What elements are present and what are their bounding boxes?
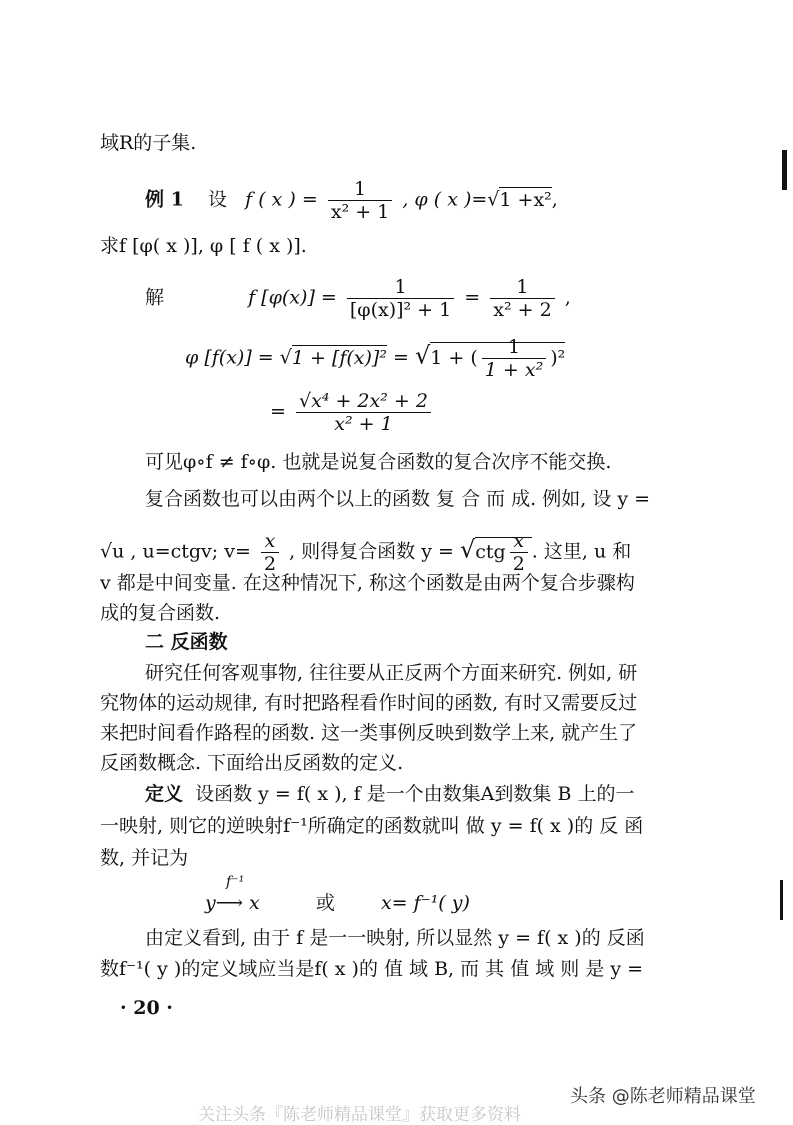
paragraph-line: 复合函数也可以由两个以上的函数 复 合 而 成. 例如, 设 y = [145, 488, 651, 510]
page-number: · 20 · [120, 997, 173, 1019]
example-line [145, 178, 558, 223]
formula-lhs: φ [f(x)] = √ [185, 346, 292, 369]
radicand [475, 530, 532, 575]
fraction [328, 178, 392, 223]
punctuation: , [551, 188, 558, 211]
paragraph-line: 可见φ∘f ≠ f∘φ. 也就是说复合函数的复合次序不能交换. [145, 451, 612, 473]
paragraph-line: 来把时间看作路程的函数. 这一类事例反映到数学上来, 就产生了 [100, 722, 638, 744]
watermark-footer: 关注头条『陈老师精品课堂』获取更多资料 [198, 1105, 521, 1125]
fraction-numerator: √x⁴ + 2x² + 2 [296, 390, 431, 413]
fraction-denominator: 2 [263, 553, 277, 575]
radicand: 1 + [f(x)]² [291, 346, 387, 369]
equals-sign: = [464, 286, 481, 309]
fraction [261, 530, 279, 575]
example-intro: 设 [208, 188, 228, 211]
equals-sign: = [270, 400, 286, 423]
scan-mark [780, 880, 783, 920]
text-line: 域R的子集. [100, 132, 197, 154]
or-word: 或 [315, 892, 335, 914]
fraction-denominator: x² + 1 [330, 201, 390, 223]
fraction-numerator: 1 [328, 178, 392, 201]
solution-line-1 [145, 276, 571, 321]
paragraph-line: 成的复合函数. [100, 602, 221, 624]
paragraph-line: v 都是中间变量. 在这种情况下, 称这个函数是由两个复合步骤构 [100, 572, 635, 594]
paragraph-line: 由定义看到, 由于 f 是一一映射, 所以显然 y = f( x )的 反函 [145, 927, 645, 949]
question-line: 求f [φ( x )], φ [ f ( x )]. [100, 235, 307, 257]
section-heading: 二 反函数 [145, 631, 228, 653]
solution-line-3 [270, 390, 435, 435]
fraction [296, 390, 431, 435]
text-segment: . 这里, u 和 [531, 540, 632, 563]
watermark-source: 头条 @陈老师精品课堂 [570, 1086, 756, 1107]
fraction-numerator: x [510, 530, 528, 553]
fraction-numerator: 1 [490, 276, 554, 299]
equals-sign: = [393, 346, 409, 369]
radicand-text: 1 + ( [430, 346, 478, 369]
paragraph-line: 数f⁻¹( y )的定义域应当是f( x )的 值 域 B, 而 其 值 域 则 是 y = [100, 958, 644, 980]
fraction-denominator: 2 [512, 553, 525, 575]
definition-label: 定义 [145, 783, 184, 805]
definition-text: 设函数 y = f( x ), f 是一个由数集A到数集 B 上的一 [195, 783, 635, 805]
fraction-denominator: x² + 1 [334, 413, 393, 435]
formula-f-lhs: f ( x ) = [245, 188, 318, 211]
text-segment: √u , u=ctgv; v= [100, 540, 251, 563]
fraction [482, 336, 546, 381]
solution-label: 解 [145, 286, 165, 309]
fraction [490, 276, 554, 321]
fraction [510, 530, 528, 575]
radical-sign: √ [459, 535, 476, 564]
radicand [430, 336, 566, 381]
formula-phi-def: , φ ( x )=√ [402, 188, 500, 211]
paragraph-line: 数, 并记为 [100, 847, 189, 869]
radicand-close: )² [550, 346, 566, 369]
paragraph-line: 一映射, 则它的逆映射f⁻¹所确定的函数就叫 做 y = f( x )的 反 函 [100, 815, 644, 837]
radicand-text: ctg [475, 540, 506, 563]
example-label: 例 1 [145, 188, 184, 211]
fraction-numerator: 1 [482, 336, 546, 359]
fraction-denominator: [φ(x)]² + 1 [349, 299, 452, 321]
text-segment: , 则得复合函数 y = [289, 540, 454, 563]
formula-lhs: f [φ(x)] = [248, 286, 337, 309]
radicand: 1 +x² [499, 188, 552, 211]
paragraph-line: 究物体的运动规律, 有时把路程看作时间的函数, 有时又需要反过 [100, 692, 638, 714]
map-label: f⁻¹ [226, 874, 245, 890]
solution-line-2 [185, 336, 565, 381]
mapping-line [205, 891, 470, 915]
fraction-denominator: x² + 2 [493, 299, 552, 321]
map-domain: y [205, 892, 216, 914]
fraction-denominator: 1 + x² [484, 359, 544, 381]
paragraph-line [100, 530, 631, 575]
arrow-icon: ⟶ [215, 892, 243, 914]
fraction-numerator: x [261, 530, 279, 553]
paragraph-line: 研究任何客观事物, 往往要从正反两个方面来研究. 例如, 研 [145, 662, 638, 684]
definition-line [145, 782, 634, 806]
fraction [347, 276, 454, 321]
map-codomain: x [249, 892, 260, 914]
paragraph-line: 反函数概念. 下面给出反函数的定义. [100, 752, 404, 774]
punctuation: , [564, 286, 571, 309]
scan-mark [782, 150, 787, 190]
fraction-numerator: 1 [347, 276, 454, 299]
inverse-formula: x= f⁻¹( y) [380, 892, 470, 914]
radical-sign: √ [414, 341, 431, 370]
